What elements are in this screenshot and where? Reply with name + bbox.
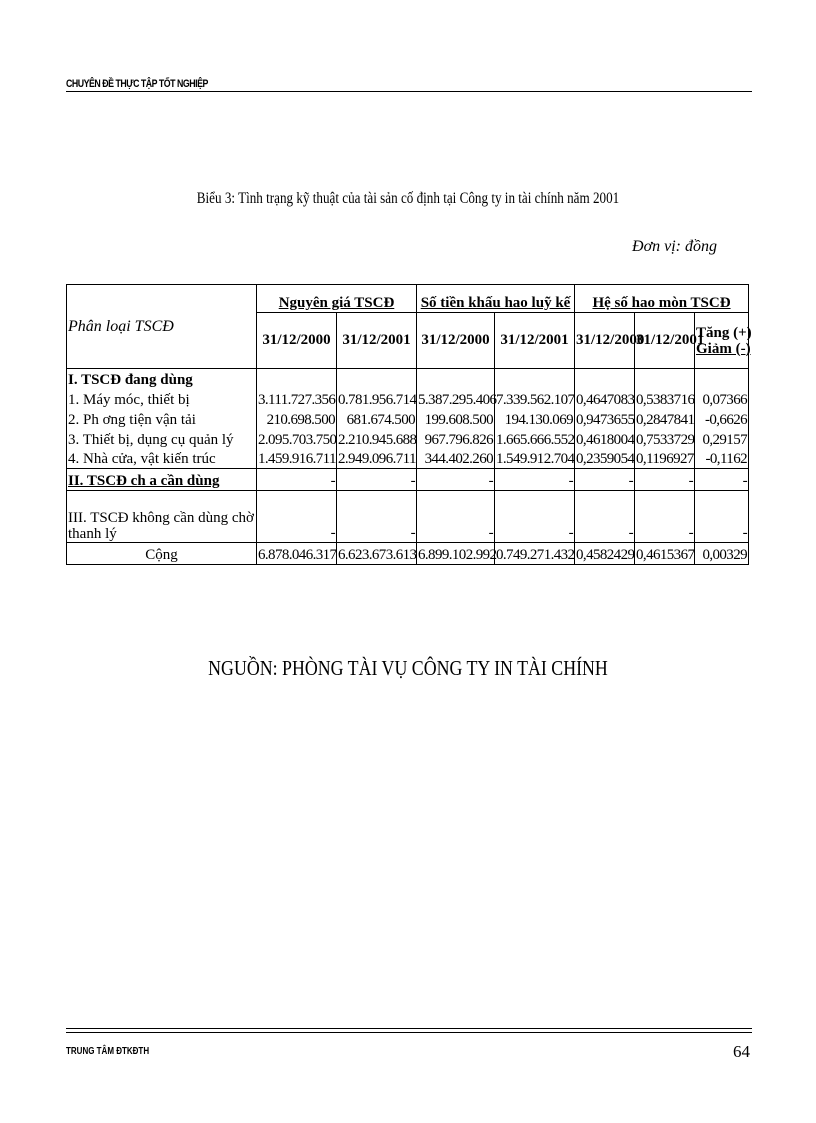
- table-row: [67, 449, 749, 469]
- table-row: [67, 429, 749, 449]
- cell: 6.878.046.317: [257, 543, 337, 565]
- cell: 2.949.096.711: [337, 449, 417, 469]
- cell: -0,6626: [695, 409, 749, 429]
- group-header-original-cost: Nguyên giá TSCĐ: [257, 285, 417, 313]
- cell: 0,07366: [695, 389, 749, 409]
- cell: 0,1196927: [635, 449, 695, 469]
- section-label-line: III. TSCĐ không cần dùng chờ: [68, 510, 254, 526]
- cell: 194.130.069: [495, 409, 575, 429]
- date-header: 31/12/2000: [575, 313, 635, 369]
- section-label: [67, 491, 257, 543]
- cell: 0,00329: [695, 543, 749, 565]
- change-header-decrease: Giảm (-): [696, 340, 751, 357]
- cell: -: [635, 469, 695, 491]
- cell: -: [257, 491, 337, 543]
- cell: 0,4647083: [575, 389, 635, 409]
- cell: -: [417, 469, 495, 491]
- cell: 0,2847841: [635, 409, 695, 429]
- cell: -: [695, 491, 749, 543]
- cell: 5.387.295.406: [417, 389, 495, 409]
- cell: 1.549.912.704: [495, 449, 575, 469]
- change-header: [695, 313, 752, 369]
- cell: 344.402.260: [417, 449, 495, 469]
- cell: -: [495, 469, 575, 491]
- table-row: [67, 389, 749, 409]
- total-label: Cộng: [67, 543, 257, 565]
- table-row: [67, 409, 749, 429]
- cell: 3.111.727.356: [257, 389, 337, 409]
- date-header: 31/12/2000: [257, 313, 337, 369]
- category-header: Phân loại TSCĐ: [67, 285, 257, 369]
- cell: 967.796.826: [417, 429, 495, 449]
- cell: 0,4618004: [575, 429, 635, 449]
- cell: -: [417, 491, 495, 543]
- section-label: II. TSCĐ ch a cần dùng: [67, 469, 257, 491]
- source-note: NGUỒN: PHÒNG TÀI VỤ CÔNG TY IN TÀI CHÍNH: [208, 656, 608, 680]
- cell: -: [337, 491, 417, 543]
- cell: 2.210.945.688: [337, 429, 417, 449]
- group-header-wear-ratio: Hệ số hao mòn TSCĐ: [575, 285, 749, 313]
- page-number: 64: [733, 1042, 750, 1061]
- cell: 0,5383716: [635, 389, 695, 409]
- footer-rule: [66, 1032, 752, 1033]
- header-rule: [66, 91, 752, 92]
- fixed-asset-table: [66, 284, 752, 565]
- table-caption: Biểu 3: Tình trạng kỹ thuật của tài sản cố định tại Công ty in tài chính năm 2001: [196, 190, 620, 207]
- cell: -: [257, 469, 337, 491]
- cell: 1.459.916.711: [257, 449, 337, 469]
- cell: 7.339.562.107: [495, 389, 575, 409]
- section-label: I. TSCĐ đang dùng: [67, 369, 257, 389]
- cell: 0.749.271.432: [495, 543, 575, 565]
- cell: 210.698.500: [257, 409, 337, 429]
- cell: 0.781.956.714: [337, 389, 417, 409]
- row-label: 3. Thiết bị, dụng cụ quản lý: [67, 429, 257, 449]
- unit-note: Đơn vị: đồng: [632, 238, 717, 255]
- footer-organization: TRUNG TÂM ĐTKĐTH: [66, 1046, 150, 1057]
- row-label: 1. Máy móc, thiết bị: [67, 389, 257, 409]
- group-header-depreciation: Số tiền khấu hao luỹ kế: [417, 285, 575, 313]
- cell: 6.899.102.992: [417, 543, 495, 565]
- row-label: 2. Ph ơng tiện vận tải: [67, 409, 257, 429]
- total-row: [67, 543, 749, 565]
- cell: 1.665.666.552: [495, 429, 575, 449]
- date-header: 31/12/2000: [417, 313, 495, 369]
- cell: -: [695, 469, 749, 491]
- date-header: 31/12/2001: [635, 313, 695, 369]
- cell: -: [575, 469, 635, 491]
- cell: 0,29157: [695, 429, 749, 449]
- date-header: 31/12/2001: [495, 313, 575, 369]
- cell: 2.095.703.750: [257, 429, 337, 449]
- footer-rule: [66, 1028, 752, 1029]
- cell: 681.674.500: [337, 409, 417, 429]
- cell: -: [495, 491, 575, 543]
- change-header-increase: Tăng (+): [696, 324, 752, 341]
- cell: 0,4582429: [575, 543, 635, 565]
- cell: 6.623.673.613: [337, 543, 417, 565]
- cell: -0,1162: [695, 449, 749, 469]
- cell: 0,7533729: [635, 429, 695, 449]
- cell: -: [635, 491, 695, 543]
- table-row: [67, 469, 749, 491]
- section-label-line: thanh lý: [68, 526, 117, 542]
- cell: 0,4615367: [635, 543, 695, 565]
- cell: 0,9473655: [575, 409, 635, 429]
- date-header: 31/12/2001: [337, 313, 417, 369]
- cell: 199.608.500: [417, 409, 495, 429]
- cell: -: [575, 491, 635, 543]
- row-label: 4. Nhà cửa, vật kiến trúc: [67, 449, 257, 469]
- document-header-title: CHUYÊN ĐỀ THỰC TẬP TỐT NGHIỆP: [66, 78, 208, 90]
- cell: 0,2359054: [575, 449, 635, 469]
- cell: -: [337, 469, 417, 491]
- table-row: [67, 491, 749, 543]
